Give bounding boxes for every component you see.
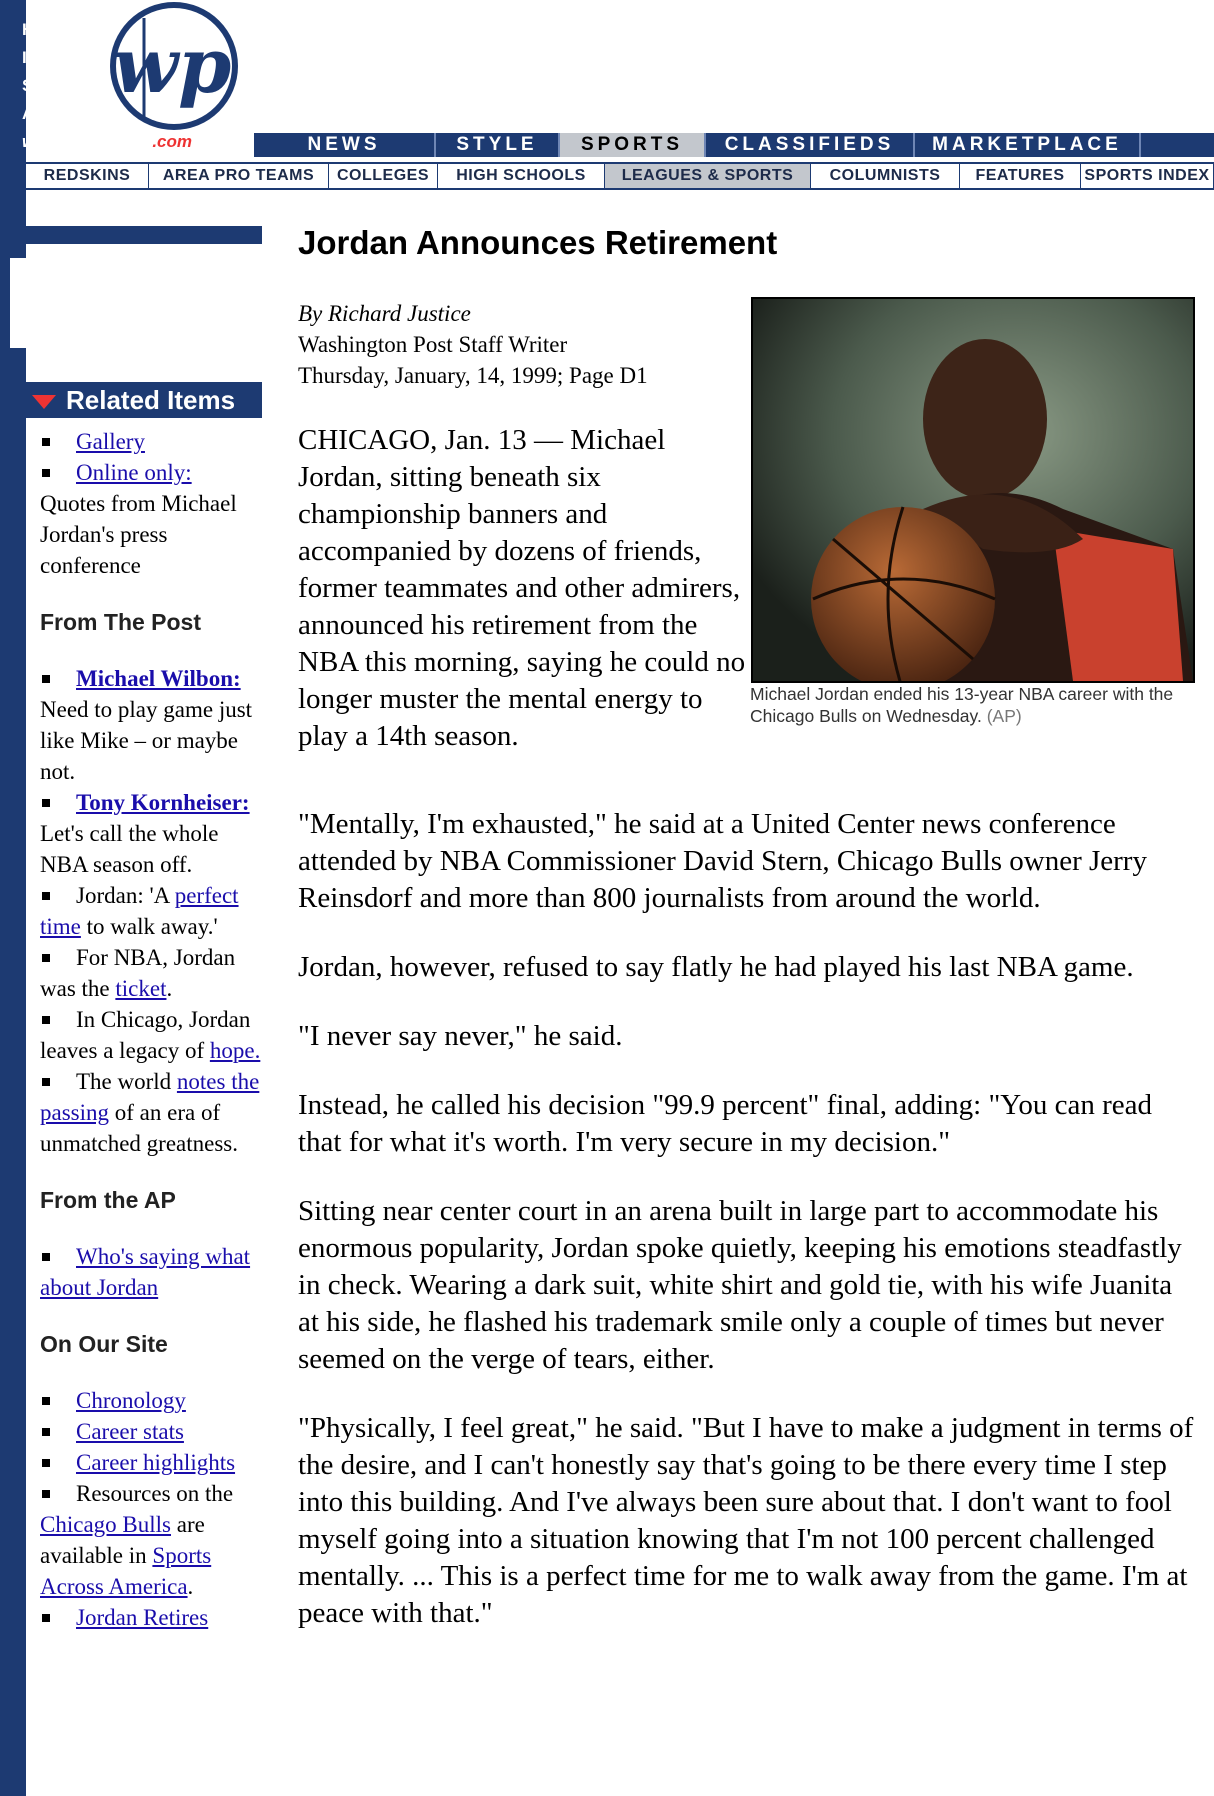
subnav-colleges[interactable]: COLLEGES: [329, 164, 438, 188]
left-strip-gap: [10, 258, 26, 348]
story-link[interactable]: notes the passing: [40, 1069, 260, 1125]
list-item: [40, 1241, 262, 1303]
subnav-sports-index[interactable]: SPORTS INDEX: [1081, 164, 1214, 188]
site-link[interactable]: Sports Across America: [40, 1543, 212, 1599]
bullet-icon: [42, 1459, 50, 1467]
related-items-header: [26, 382, 262, 418]
item-text: are available in: [40, 1512, 205, 1568]
subnav-redskins[interactable]: REDSKINS: [26, 164, 149, 188]
nav-search-link[interactable]: SEARCH: [22, 76, 103, 95]
story-link[interactable]: ticket: [115, 976, 167, 1001]
article-body: [298, 806, 1198, 1664]
tab-sports[interactable]: SPORTS: [560, 133, 706, 157]
item-text: .: [187, 1574, 194, 1599]
tab-classifieds[interactable]: CLASSIFIEDS: [706, 133, 915, 157]
item-text: The world: [76, 1069, 177, 1094]
wp-logo[interactable]: [104, 0, 240, 136]
photo-caption: [750, 683, 1200, 727]
item-text: Jordan: 'A: [76, 883, 175, 908]
subnav-features[interactable]: FEATURES: [960, 164, 1081, 188]
site-link[interactable]: Jordan Retires: [76, 1605, 209, 1630]
photo-credit: (AP): [986, 706, 1022, 726]
top-navigation: [254, 133, 1214, 157]
logo-text: wp: [112, 21, 232, 110]
related-link[interactable]: Online only:: [76, 460, 192, 485]
story-link[interactable]: perfect time: [40, 883, 239, 939]
item-text: For NBA, Jordan was the: [40, 945, 236, 1001]
article-headline: Jordan Announces Retirement: [298, 224, 778, 261]
item-text: .: [166, 976, 173, 1001]
nav-index-link[interactable]: INDEX: [22, 48, 82, 67]
list-item: [40, 787, 262, 880]
related-items-sidebar: [40, 426, 262, 1633]
ap-link[interactable]: Who's saying what about Jordan: [40, 1244, 251, 1300]
bullet-icon: [42, 1078, 50, 1086]
bullet-icon: [42, 1614, 50, 1622]
subnav-leagues-sports[interactable]: LEAGUES & SPORTS: [605, 164, 811, 188]
site-link[interactable]: Career highlights: [76, 1450, 236, 1475]
story-link[interactable]: Tony Kornheiser:: [76, 790, 250, 815]
bullet-icon: [42, 675, 50, 683]
site-name-suffix: .com: [152, 132, 193, 151]
section-from-the-post: From The Post: [40, 609, 202, 635]
list-item: [40, 457, 262, 581]
jordan-photo: [751, 297, 1195, 683]
article-paragraph: "Mentally, I'm exhausted," he said at a United Center news conference attended by NBA Commissioner David Stern, Chicago Bulls owner Jerry Reinsdorf and more than 800 journalists from around the world.: [298, 808, 1147, 914]
tab-marketplace[interactable]: MARKETPLACE: [915, 133, 1141, 157]
bullet-icon: [42, 1428, 50, 1436]
list-item: [40, 426, 262, 457]
nav-home-link[interactable]: HOME: [22, 20, 79, 39]
article-paragraph: Instead, he called his decision "99.9 percent" final, adding: "You can read that for what it's worth. I'm very secure in my decision.": [298, 1089, 1152, 1158]
site-name-text: washingtonpost: [22, 132, 153, 151]
caption-text: Michael Jordan ended his 13-year NBA career with the Chicago Bulls on Wednesday.: [750, 684, 1174, 726]
article-paragraph: "I never say never," he said.: [298, 1020, 623, 1052]
section-from-the-ap: From the AP: [40, 1187, 176, 1213]
article-paragraph: Sitting near center court in an arena built in large part to accommodate his enormous popularity, Jordan spoke quietly, keeping his emotions steadfastly in check. Wearing a dark suit, white shirt and gold tie, with his wife Juanita at his side, he flashed his trademark smile only a couple of times but never seemed on the verge of tears, either.: [298, 1195, 1182, 1375]
article-paragraph: Jordan, however, refused to say flatly he had played his last NBA game.: [298, 951, 1134, 983]
list-item: [40, 1004, 262, 1066]
item-text: Resources on the: [76, 1481, 234, 1506]
tab-style[interactable]: STYLE: [436, 133, 560, 157]
bullet-icon: [42, 1397, 50, 1405]
bullet-icon: [42, 438, 50, 446]
list-item: [40, 1447, 262, 1478]
item-text: Need to play game just like Mike – or maybe not.: [40, 697, 253, 784]
item-text: In Chicago, Jordan leaves a legacy of: [40, 1007, 251, 1063]
publication-date: Thursday, January, 14, 1999; Page D1: [298, 363, 648, 388]
section-on-our-site: On Our Site: [40, 1331, 168, 1357]
item-text: Let's call the whole NBA season off.: [40, 821, 219, 877]
related-items-title: Related Items: [66, 385, 236, 415]
list-item: [40, 942, 262, 1004]
site-link[interactable]: Career stats: [76, 1419, 184, 1444]
story-link[interactable]: hope.: [209, 1038, 261, 1063]
list-item: [40, 1478, 262, 1602]
bullet-icon: [42, 892, 50, 900]
list-item: [40, 1602, 262, 1633]
subnav-high-schools[interactable]: HIGH SCHOOLS: [438, 164, 605, 188]
tab-news[interactable]: NEWS: [254, 133, 436, 157]
related-text: Quotes from Michael Jordan's press conference: [40, 491, 237, 578]
sports-subnavigation: [26, 162, 1214, 190]
bullet-icon: [42, 1490, 50, 1498]
bullet-icon: [42, 1016, 50, 1024]
byline: [298, 298, 648, 391]
related-link[interactable]: Gallery: [76, 429, 145, 454]
site-name[interactable]: [22, 132, 192, 152]
subnav-area-pro-teams[interactable]: AREA PRO TEAMS: [149, 164, 329, 188]
story-link[interactable]: Michael Wilbon:: [76, 666, 241, 691]
nav-archives-link[interactable]: ARCHIVES: [22, 104, 122, 123]
list-item: [40, 1385, 262, 1416]
list-item: [40, 1416, 262, 1447]
bullet-icon: [42, 799, 50, 807]
author: By Richard Justice: [298, 301, 471, 326]
article-paragraph: "Physically, I feel great," he said. "But I have to make a judgment in terms of the desire, and I can't honestly say that's going to be there every time I step into this building. And I've always been sure about that. I don't want to fool myself going into a situation knowing that I'm not 100 percent challenged mentally. ... This is a perfect time for me to walk away from the game. I'm at peace with that.": [298, 1412, 1194, 1629]
list-item: [40, 663, 262, 787]
list-item: [40, 880, 262, 942]
triangle-down-icon: [32, 395, 56, 409]
item-text: to walk away.': [80, 914, 218, 939]
subnav-columnists[interactable]: COLUMNISTS: [811, 164, 960, 188]
site-link[interactable]: Chicago Bulls: [40, 1512, 171, 1537]
author-role: Washington Post Staff Writer: [298, 332, 568, 357]
sidebar-top-bar: [26, 226, 262, 244]
lead-paragraph: CHICAGO, Jan. 13 — Michael Jordan, sitting beneath six championship banners and accompanied by dozens of friends, former teammates and other admirers, announced his retirement from the NBA this morning, saying he could no longer muster the mental energy to play a 14th season.: [298, 424, 746, 752]
list-item: [40, 1066, 262, 1159]
bullet-icon: [42, 1253, 50, 1261]
bullet-icon: [42, 469, 50, 477]
site-link[interactable]: Chronology: [76, 1388, 186, 1413]
item-text: of an era of unmatched greatness.: [40, 1100, 238, 1156]
bullet-icon: [42, 954, 50, 962]
